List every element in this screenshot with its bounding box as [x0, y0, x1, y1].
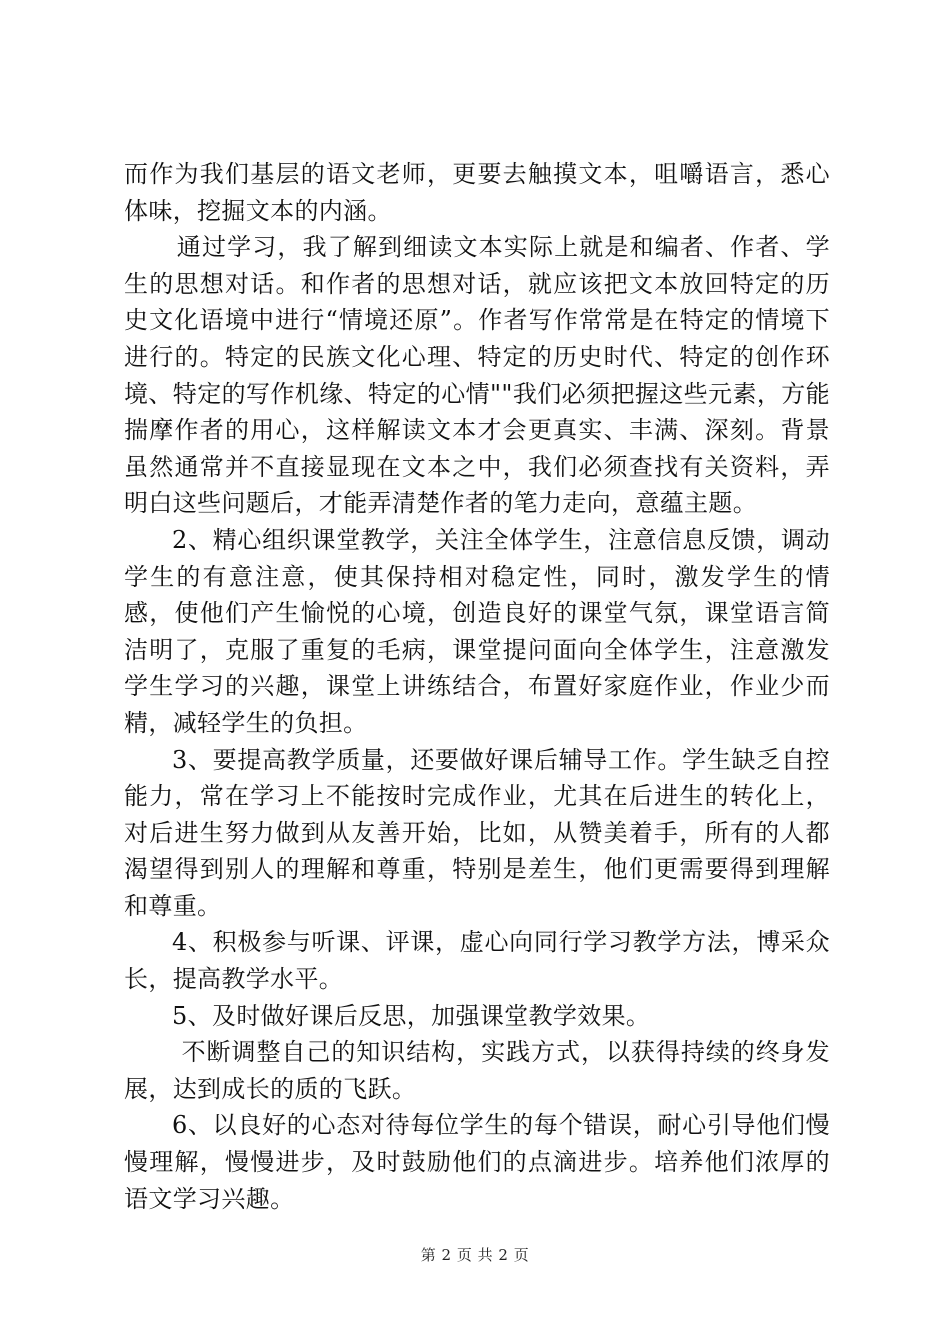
paragraph-6: 5、及时做好课后反思，加强课堂教学效果。	[172, 1001, 651, 1030]
paragraph-1: 而作为我们基层的语文老师，更要去触摸文本，咀嚼语言，悉心体味，挖掘文本的内涵。	[124, 160, 830, 225]
document-body	[124, 156, 830, 1217]
paragraph-3: 2、精心组织课堂教学，关注全体学生，注意信息反馈，调动学生的有意注意，使其保持相对稳定性，同时，激发学生的情感，使他们产生愉悦的心境，创造良好的课堂气氛，课堂语言简洁明了，克服了重复的毛病，课堂提问面向全体学生，注意激发学生学习的兴趣，课堂上讲练结合，布置好家庭作业，作业少而精，减轻学生的负担。	[124, 525, 830, 737]
paragraph-4: 3、要提高教学质量，还要做好课后辅导工作。学生缺乏自控能力，常在学习上不能按时完成作业，尤其在后进生的转化上，对后进生努力做到从友善开始，比如，从赞美着手，所有的人都渴望得到别人的理解和尊重，特别是差生，他们更需要得到理解和尊重。	[124, 745, 830, 920]
page-footer: 第 2 页 共 2 页	[420, 1246, 530, 1264]
paragraph-8: 6、以良好的心态对待每位学生的每个错误，耐心引导他们慢慢理解，慢慢进步，及时鼓励他们的点滴进步。培养他们浓厚的语文学习兴趣。	[124, 1111, 830, 1213]
paragraph-5: 4、积极参与听课、评课，虚心向同行学习教学方法，博采众长，提高教学水平。	[124, 928, 830, 994]
paragraph-7: 不断调整自己的知识结构，实践方式，以获得持续的终身发展，达到成长的质的飞跃。	[124, 1038, 830, 1103]
paragraph-2: 通过学习，我了解到细读文本实际上就是和编者、作者、学生的思想对话。和作者的思想对话，就应该把文本放回特定的历史文化语境中进行“情境还原”。作者写作常常是在特定的情境下进行的。特定的民族文化心理、特定的历史时代、特定的创作环境、特定的写作机缘、特定的心情""我们必须把握这些元素，方能揣摩作者的用心，这样解读文本才会更真实、丰满、深刻。背景虽然通常并不直接显现在文本之中，我们必须查找有关资料，弄明白这些问题后，才能弄清楚作者的笔力走向，意蕴主题。	[124, 233, 830, 518]
